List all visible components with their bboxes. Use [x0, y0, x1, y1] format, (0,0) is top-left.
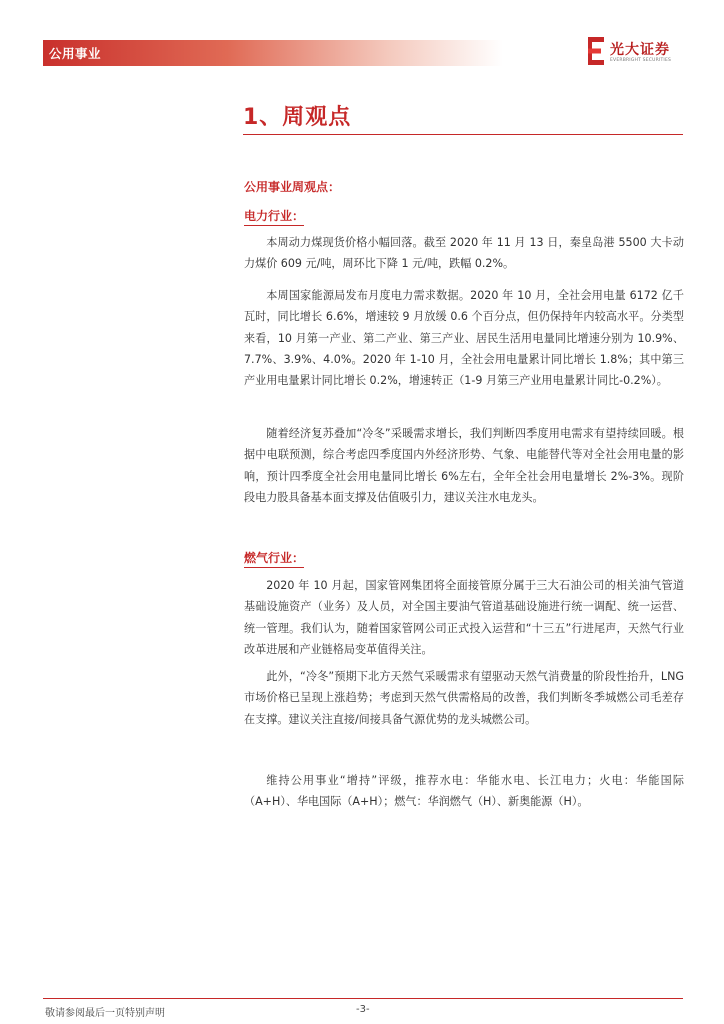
title-divider — [243, 134, 683, 135]
gas-paragraph-winter-demand: 此外，“冷冬”预期下北方天然气采暖需求有望驱动天然气消费量的阶段性抬升，LNG 市场价格已呈现上涨趋势；考虑到天然气供需格局的改善，我们判断冬季城燃公司毛差存在支撑。建议关注直接/间接具备气源优势的龙头城燃公司。 — [244, 670, 684, 726]
footer-divider — [43, 998, 683, 999]
page-number: -3- — [356, 1004, 370, 1015]
company-logo — [588, 37, 688, 67]
header-section-label: 公用事业 — [49, 46, 102, 61]
power-paragraph-coal-price: 本周动力煤现货价格小幅回落。截至 2020 年 11 月 13 日，秦皇岛港 5500 大卡动力煤价 609 元/吨，周环比下降 1 元/吨，跌幅 0.2%。 — [244, 236, 684, 271]
logo-name-cn: 光大证券 — [610, 42, 670, 58]
weekly-view-heading: 公用事业周观点： — [244, 180, 341, 194]
gas-industry-heading: 燃气行业： — [244, 549, 304, 568]
rating-recommendation: 维持公用事业“增持”评级，推荐水电：华能水电、长江电力；火电：华能国际（A+H）、华电国际（A+H）；燃气：华润燃气（H）、新奥能源（H）。 — [244, 774, 684, 809]
gas-paragraph-pipeline: 2020 年 10 月起，国家管网集团将全面接管原分属于三大石油公司的相关油气管道基础设施资产（业务）及人员，对全国主要油气管道基础设施进行统一调配、统一运营、统一管理。我们认为，随着国家管网公司正式投入运营和“十三五”行进尾声，天然气行业改革进展和产业链格局变革值得关注。 — [244, 579, 684, 656]
page-title: 1、周观点 — [243, 105, 352, 130]
power-paragraph-demand-data: 本周国家能源局发布月度电力需求数据。2020 年 10 月，全社会用电量 6172 亿千瓦时，同比增长 6.6%，增速较 9 月放缓 0.6 个百分点，但仍保持年内较高水平。分类型来看，10 月第一产业、第二产业、第三产业、居民生活用电量同比增速分别为 10.9%、7.7%、3.9%、4.0%。2020 年 1-10 月，全社会用电量累计同比增长 1.8%；其中第三产业用电量累计同比增长 0.2%，增速转正（1-9 月第三产业用电量累计同比-0.2%）。 — [244, 289, 684, 388]
logo-mark-icon — [588, 37, 606, 65]
header-section-bar — [43, 40, 503, 66]
power-industry-heading: 电力行业： — [244, 207, 304, 226]
footer-disclaimer: 敬请参阅最后一页特别声明 — [45, 1008, 165, 1019]
power-paragraph-outlook: 随着经济复苏叠加“冷冬”采暖需求增长，我们判断四季度用电需求有望持续回暖。根据中电联预测，综合考虑四季度国内外经济形势、气象、电能替代等对全社会用电量的影响，预计四季度全社会用电量同比增长 6%左右，全年全社会用电量增长 2%-3%。现阶段电力股具备基本面支撑及估值吸引力，建议关注水电龙头。 — [244, 427, 684, 504]
logo-name-en: EVERBRIGHT SECURITIES — [610, 58, 672, 63]
